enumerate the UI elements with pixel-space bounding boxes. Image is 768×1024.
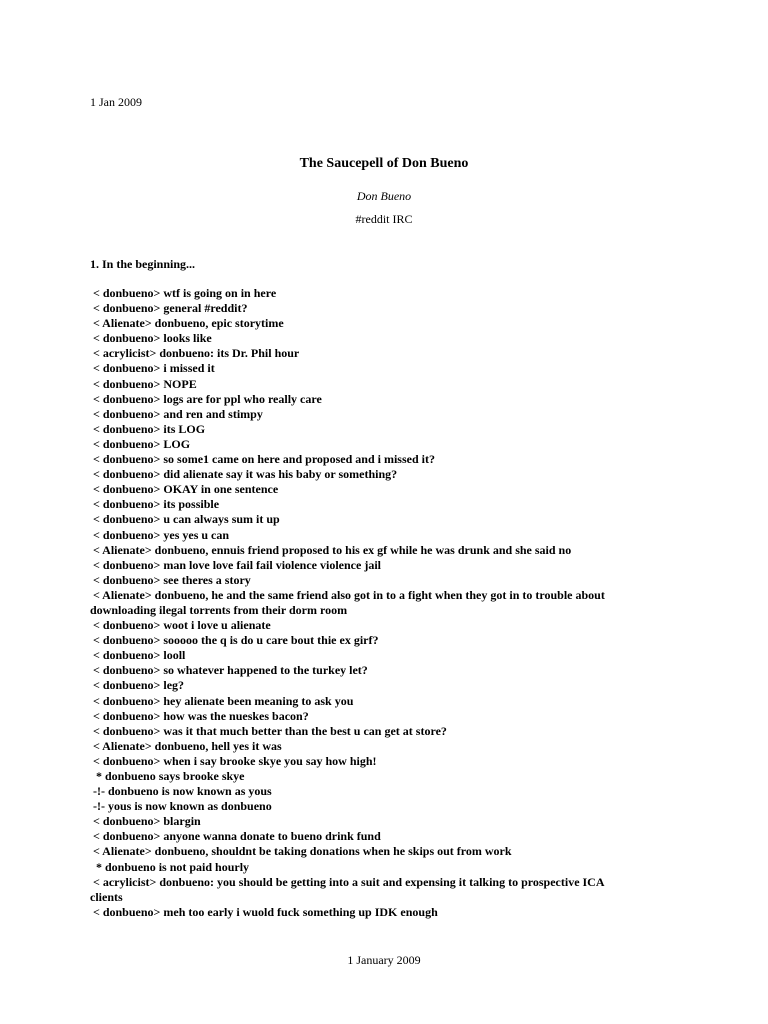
chat-line: -!- yous is now known as donbueno — [90, 799, 272, 814]
document-title: The Saucepell of Don Bueno — [299, 156, 469, 171]
chat-line: < donbueno> OKAY in one sentence — [90, 482, 279, 497]
chat-line: < donbueno> see theres a story — [90, 572, 251, 587]
chat-line: < donbueno> meh too early i wuold fuck something up IDK enough — [90, 904, 438, 919]
chat-line: < acrylicist> donbueno: you should be getting into a suit and expensing it talking to prospective ICA clients — [90, 874, 607, 904]
chat-line: < donbueno> hey alienate been meaning to ask you — [90, 693, 354, 708]
chat-line: -!- donbueno is now known as yous — [90, 784, 272, 799]
chat-line: < donbueno> NOPE — [90, 376, 197, 391]
chat-line: < donbueno> its possible — [90, 497, 220, 512]
chat-line: < donbueno> sooooo the q is do u care bout thie ex girf? — [90, 633, 379, 648]
chat-line: < donbueno> general #reddit? — [90, 301, 248, 316]
chat-line: * donbueno says brooke skye — [90, 769, 245, 783]
chat-line: < donbueno> so some1 came on here and proposed and i missed it? — [90, 452, 435, 467]
chat-log — [90, 286, 638, 920]
chat-line: < Alienate> donbueno, hell yes it was — [90, 738, 282, 753]
chat-line: < donbueno> leg? — [90, 678, 185, 693]
chat-line: < donbueno> blargin — [90, 814, 201, 829]
chat-line: < Alienate> donbueno, epic storytime — [90, 316, 284, 331]
chat-line: * donbueno is not paid hourly — [90, 859, 250, 874]
section-heading: 1. In the beginning... — [90, 257, 196, 271]
footer-date: 1 January 2009 — [347, 953, 421, 967]
chat-line: < Alienate> donbueno, he and the same friend also got in to a fight when they got in to trouble about downloading ilegal torrents from their dorm room — [90, 587, 608, 617]
chat-line: < donbueno> man love love fail fail violence violence jail — [90, 557, 381, 572]
chat-line: < donbueno> did alienate say it was his baby or something? — [90, 467, 398, 482]
chat-line: < donbueno> i missed it — [90, 361, 215, 376]
chat-line: < donbueno> logs are for ppl who really care — [90, 391, 322, 406]
chat-line: < donbueno> u can always sum it up — [90, 512, 280, 527]
author-affiliation: #reddit IRC — [355, 212, 413, 226]
chat-line: < donbueno> anyone wanna donate to bueno drink fund — [90, 829, 381, 844]
chat-line: < donbueno> wtf is going on in here — [90, 286, 277, 300]
chat-line: < donbueno> woot i love u alienate — [90, 618, 271, 633]
chat-line: < acrylicist> donbueno: its Dr. Phil hour — [90, 346, 300, 361]
chat-line: < donbueno> how was the nueskes bacon? — [90, 708, 309, 723]
chat-line: < donbueno> yes yes u can — [90, 527, 230, 542]
chat-line: < donbueno> was it that much better than the best u can get at store? — [90, 723, 447, 738]
header-date: 1 Jan 2009 — [90, 95, 142, 109]
author-name: Don Bueno — [356, 189, 412, 203]
chat-line: < donbueno> looll — [90, 648, 186, 663]
chat-line: < donbueno> looks like — [90, 331, 212, 346]
chat-line: < donbueno> and ren and stimpy — [90, 406, 263, 421]
chat-line: < donbueno> so whatever happened to the turkey let? — [90, 663, 368, 678]
chat-line: < donbueno> when i say brooke skye you say how high! — [90, 753, 377, 768]
chat-line: < donbueno> its LOG — [90, 421, 206, 436]
chat-line: < donbueno> LOG — [90, 436, 191, 451]
chat-line: < Alienate> donbueno, shouldnt be taking donations when he skips out from work — [90, 844, 512, 859]
chat-line: < Alienate> donbueno, ennuis friend proposed to his ex gf while he was drunk and she said no — [90, 542, 572, 557]
